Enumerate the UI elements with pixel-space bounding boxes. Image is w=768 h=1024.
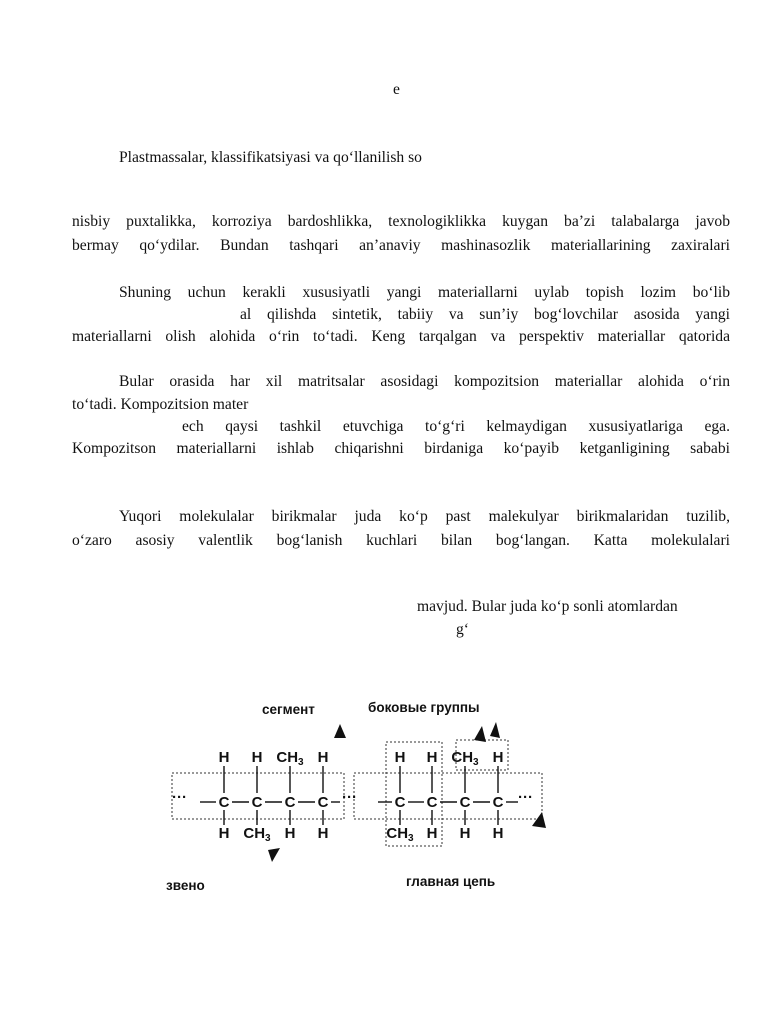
carbon-atom-4: C	[317, 794, 329, 811]
arrow-side-group-1	[474, 726, 486, 742]
label-segment: сегмент	[262, 702, 315, 717]
chain-dots-left: ···	[172, 789, 187, 806]
paragraph-3-line-3: ech qaysi tashkil etuvchiga to‘g‘ri kelmaydigan xususiyatlariga ega.	[182, 418, 730, 435]
polymer-chain-diagram	[160, 690, 560, 900]
label-side-groups: боковые группы	[368, 700, 480, 715]
hydrogen-bottom-3: H	[284, 825, 296, 842]
carbon-atom-1: C	[218, 794, 230, 811]
hydrogen-top-4: H	[317, 749, 329, 766]
paragraph-2-line-3: materiallarni olish alohida o‘rin to‘tadi. Keng tarqalgan va perspektiv materiallar qatorida	[72, 328, 730, 345]
hydrogen-top-8: H	[492, 749, 504, 766]
header-letter: e	[393, 81, 400, 98]
hydrogen-top-2: H	[251, 749, 263, 766]
arrow-main-chain	[532, 812, 546, 828]
label-main-chain: главная цепь	[406, 874, 496, 889]
atoms-layer	[200, 749, 518, 844]
segment-box-right	[354, 773, 542, 819]
paragraph-5-line-2: g‘	[456, 621, 469, 638]
methyl-group-top-7: $CH_3$	[451, 749, 479, 768]
carbon-atom-7: C	[459, 794, 471, 811]
chain-dots-mid: ···	[342, 789, 357, 806]
paragraph-4-line-1: Yuqori molekulalar birikmalar juda ko‘p past malekulyar birikmalaridan tuzilib,	[119, 508, 730, 525]
methyl-group-bottom-5: $CH_3$	[386, 825, 414, 844]
hydrogen-top-6: H	[426, 749, 438, 766]
section-title: Plastmassalar, klassifikatsiyasi va qo‘llanilish so	[119, 149, 422, 166]
chain-dots-right: ···	[518, 789, 533, 806]
paragraph-3-line-1: Bular orasida har xil matritsalar asosidagi kompozitsion materiallar alohida o‘rin	[119, 373, 730, 390]
hydrogen-bottom-1: H	[218, 825, 230, 842]
hydrogen-bottom-4: H	[317, 825, 329, 842]
paragraph-5-line-1: mavjud. Bular juda ko‘p sonli atomlardan	[417, 598, 678, 615]
paragraph-1-line-2: bermay qo‘ydilar. Bundan tashqari an’anaviy mashinasozlik materiallarining zaxiralari	[72, 237, 730, 254]
hydrogen-top-5: H	[394, 749, 406, 766]
hydrogen-top-1: H	[218, 749, 230, 766]
methyl-group-top-3: $CH_3$	[276, 749, 304, 768]
paragraph-1-line-1: nisbiy puxtalikka, korroziya bardoshlikka, texnologiklikka kuygan ba’zi talabalarga javob	[72, 213, 730, 230]
carbon-atom-3: C	[284, 794, 296, 811]
label-unit: звено	[166, 878, 205, 893]
arrow-side-group-2	[490, 722, 500, 738]
paragraph-4-line-2: o‘zaro asosiy valentlik bog‘lanish kuchlari bilan bog‘langan. Katta molekulalari	[72, 532, 730, 549]
methyl-group-bottom-2: $CH_3$	[243, 825, 271, 844]
carbon-atom-8: C	[492, 794, 504, 811]
hydrogen-bottom-8: H	[492, 825, 504, 842]
carbon-atom-5: C	[394, 794, 406, 811]
hydrogen-bottom-7: H	[459, 825, 471, 842]
arrow-unit	[268, 848, 280, 862]
arrow-segment	[334, 724, 346, 738]
carbon-atom-2: C	[251, 794, 263, 811]
paragraph-2-line-2: al qilishda sintetik, tabiiy va sun’iy bog‘lovchilar asosida yangi	[240, 306, 730, 323]
paragraph-2-line-1: Shuning uchun kerakli xususiyatli yangi materiallarni uylab topish lozim bo‘lib	[119, 284, 730, 301]
paragraph-3-line-2: to‘tadi. Kompozitsion mater	[72, 396, 249, 413]
paragraph-3-line-4: Kompozitson materiallarni ishlab chiqarishni birdaniga ko‘payib ketganligining sababi	[72, 440, 730, 457]
carbon-atom-6: C	[426, 794, 438, 811]
hydrogen-bottom-6: H	[426, 825, 438, 842]
